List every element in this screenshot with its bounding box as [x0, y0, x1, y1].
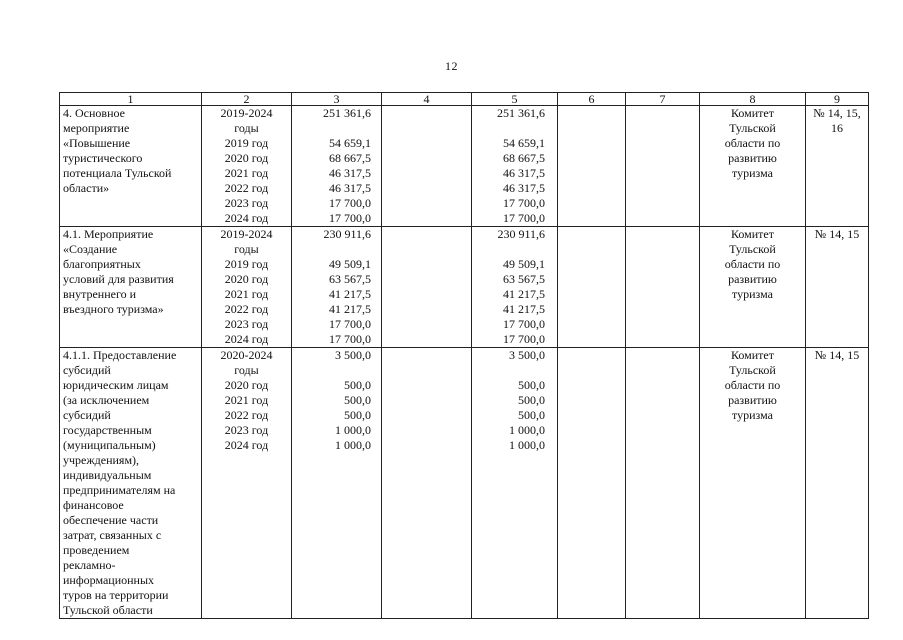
column-6-cell: [558, 106, 626, 227]
cell-line: 54 659,1: [329, 136, 371, 150]
table-body: [60, 106, 869, 619]
cell-line: № 14, 15: [814, 227, 860, 241]
cell-line: 2021 год: [224, 287, 269, 301]
funding-total-cell: [292, 227, 382, 348]
cell-line: области по: [724, 257, 781, 271]
cell-line: условий для развития: [63, 272, 174, 286]
cell-line: государственным: [63, 423, 152, 437]
cell-line: 2019-2024: [220, 106, 273, 120]
cell-line: финансовое: [63, 498, 124, 512]
cell-line: 1 000,0: [509, 423, 545, 437]
cell-line: 49 509,1: [329, 257, 371, 271]
column-7-cell: [626, 227, 700, 348]
cell-line: предпринимателям на: [63, 483, 176, 497]
cell-line: Тульской: [729, 121, 776, 135]
cell-line: 500,0: [518, 408, 545, 422]
funding-total-cell: [292, 106, 382, 227]
column-6-cell: [558, 227, 626, 348]
cell-line: въездного туризма»: [63, 302, 164, 316]
cell-line: 2020-2024: [220, 348, 273, 362]
cell-line: 2023 год: [224, 317, 269, 331]
cell-line: развитию: [728, 272, 777, 286]
header-cell: 4: [382, 93, 472, 106]
reference-cell: [806, 348, 869, 619]
cell-line: 68 667,5: [329, 151, 371, 165]
cell-line: 17 700,0: [503, 196, 545, 210]
funding-regional-cell: [472, 227, 558, 348]
cell-line: 500,0: [344, 393, 371, 407]
cell-line: 46 317,5: [329, 181, 371, 195]
cell-line: [295, 242, 371, 257]
table-row: [60, 106, 869, 227]
cell-line: 500,0: [344, 378, 371, 392]
cell-line: 2020 год: [224, 272, 269, 286]
column-7-cell: [626, 348, 700, 619]
cell-line: 1 000,0: [509, 438, 545, 452]
cell-line: 41 217,5: [329, 302, 371, 316]
measure-name-cell: [60, 227, 202, 348]
page-number: 12: [445, 59, 458, 73]
cell-line: 2024 год: [224, 211, 269, 225]
cell-line: области по: [724, 378, 781, 392]
cell-line: 17 700,0: [503, 211, 545, 225]
cell-line: «Повышение: [63, 136, 131, 150]
cell-line: 41 217,5: [503, 302, 545, 316]
column-7-cell: [626, 106, 700, 227]
cell-line: рекламно-: [63, 558, 116, 572]
header-cell: 5: [472, 93, 558, 106]
cell-line: 2021 год: [224, 393, 269, 407]
cell-line: Комитет: [730, 227, 774, 241]
header-cell: 7: [626, 93, 700, 106]
cell-line: 17 700,0: [329, 332, 371, 346]
cell-line: [475, 363, 545, 378]
cell-line: 2021 год: [224, 166, 269, 180]
cell-line: 68 667,5: [503, 151, 545, 165]
cell-line: 17 700,0: [329, 317, 371, 331]
cell-line: субсидий: [63, 408, 111, 422]
cell-line: 500,0: [518, 378, 545, 392]
cell-line: 46 317,5: [503, 166, 545, 180]
reference-cell: [806, 227, 869, 348]
header-row: [60, 93, 869, 106]
cell-line: туристического: [63, 151, 143, 165]
column-4-cell: [382, 227, 472, 348]
cell-line: потенциала Тульской: [63, 166, 172, 180]
cell-line: 2024 год: [224, 332, 269, 346]
cell-line: (за исключением: [63, 393, 150, 407]
cell-line: 17 700,0: [329, 196, 371, 210]
measure-name-cell: [60, 106, 202, 227]
cell-line: 251 361,6: [497, 106, 545, 120]
cell-line: № 14, 15,: [813, 106, 861, 120]
cell-line: развитию: [728, 393, 777, 407]
cell-line: проведением: [63, 543, 130, 557]
column-4-cell: [382, 348, 472, 619]
header-cell: 9: [806, 93, 869, 106]
cell-line: [295, 121, 371, 136]
cell-line: 2020 год: [224, 151, 269, 165]
header-cell: 3: [292, 93, 382, 106]
cell-line: мероприятие: [63, 121, 130, 135]
reference-cell: [806, 106, 869, 227]
period-cell: [202, 227, 292, 348]
cell-line: туров на территории: [63, 588, 169, 602]
cell-line: 4.1.1. Предоставление: [63, 348, 177, 362]
cell-line: 2019 год: [224, 136, 269, 150]
executor-cell: [700, 106, 806, 227]
header-cell: 8: [700, 93, 806, 106]
cell-line: туризма: [732, 408, 773, 422]
funding-regional-cell: [472, 348, 558, 619]
cell-line: благоприятных: [63, 257, 141, 271]
cell-line: Комитет: [730, 348, 774, 362]
cell-line: [475, 242, 545, 257]
cell-line: обеспечение части: [63, 513, 159, 527]
cell-line: 3 500,0: [335, 348, 371, 362]
cell-line: 1 000,0: [335, 423, 371, 437]
header-cell: 1: [60, 93, 202, 106]
cell-line: (муниципальным): [63, 438, 156, 452]
cell-line: 4. Основное: [63, 106, 125, 120]
cell-line: индивидуальным: [63, 468, 152, 482]
header-cell: 2: [202, 93, 292, 106]
cell-line: 54 659,1: [503, 136, 545, 150]
cell-line: 17 700,0: [503, 332, 545, 346]
funding-regional-cell: [472, 106, 558, 227]
cell-line: 2022 год: [224, 408, 269, 422]
header-cell: 6: [558, 93, 626, 106]
cell-line: [475, 121, 545, 136]
cell-line: 230 911,6: [497, 227, 545, 241]
cell-line: учреждениям),: [63, 453, 140, 467]
cell-line: развитию: [728, 151, 777, 165]
cell-line: 2023 год: [224, 423, 269, 437]
executor-cell: [700, 348, 806, 619]
cell-line: 2019-2024: [220, 227, 273, 241]
cell-line: Тульской: [729, 242, 776, 256]
cell-line: Тульской области: [63, 603, 153, 617]
cell-line: 49 509,1: [503, 257, 545, 271]
cell-line: информационных: [63, 573, 155, 587]
cell-line: 3 500,0: [509, 348, 545, 362]
cell-line: годы: [234, 121, 259, 135]
table-row: [60, 227, 869, 348]
cell-line: внутреннего и: [63, 287, 137, 301]
cell-line: 46 317,5: [503, 181, 545, 195]
cell-line: юридическим лицам: [63, 378, 169, 392]
cell-line: 41 217,5: [329, 287, 371, 301]
cell-line: 41 217,5: [503, 287, 545, 301]
cell-line: 2022 год: [224, 302, 269, 316]
cell-line: 2022 год: [224, 181, 269, 195]
cell-line: 500,0: [518, 393, 545, 407]
cell-line: 500,0: [344, 408, 371, 422]
measures-table: [59, 92, 869, 619]
cell-line: 251 361,6: [323, 106, 371, 120]
cell-line: 17 700,0: [503, 317, 545, 331]
cell-line: Тульской: [729, 363, 776, 377]
cell-line: туризма: [732, 287, 773, 301]
cell-line: [295, 363, 371, 378]
cell-line: 63 567,5: [503, 272, 545, 286]
column-4-cell: [382, 106, 472, 227]
cell-line: 2024 год: [224, 438, 269, 452]
cell-line: годы: [234, 363, 259, 377]
cell-line: 46 317,5: [329, 166, 371, 180]
cell-line: 2019 год: [224, 257, 269, 271]
cell-line: 63 567,5: [329, 272, 371, 286]
cell-line: 17 700,0: [329, 211, 371, 225]
cell-line: туризма: [732, 166, 773, 180]
measure-name-cell: [60, 348, 202, 619]
cell-line: Комитет: [730, 106, 774, 120]
cell-line: 2020 год: [224, 378, 269, 392]
cell-line: субсидий: [63, 363, 111, 377]
column-6-cell: [558, 348, 626, 619]
executor-cell: [700, 227, 806, 348]
cell-line: 16: [831, 121, 843, 135]
cell-line: 2023 год: [224, 196, 269, 210]
cell-line: № 14, 15: [814, 348, 860, 362]
funding-total-cell: [292, 348, 382, 619]
cell-line: области по: [724, 136, 781, 150]
cell-line: годы: [234, 242, 259, 256]
cell-line: 230 911,6: [323, 227, 371, 241]
cell-line: области»: [63, 181, 110, 195]
period-cell: [202, 348, 292, 619]
cell-line: 4.1. Мероприятие: [63, 227, 154, 241]
cell-line: 1 000,0: [335, 438, 371, 452]
period-cell: [202, 106, 292, 227]
cell-line: «Создание: [63, 242, 118, 256]
table-row: [60, 348, 869, 619]
cell-line: затрат, связанных с: [63, 528, 162, 542]
